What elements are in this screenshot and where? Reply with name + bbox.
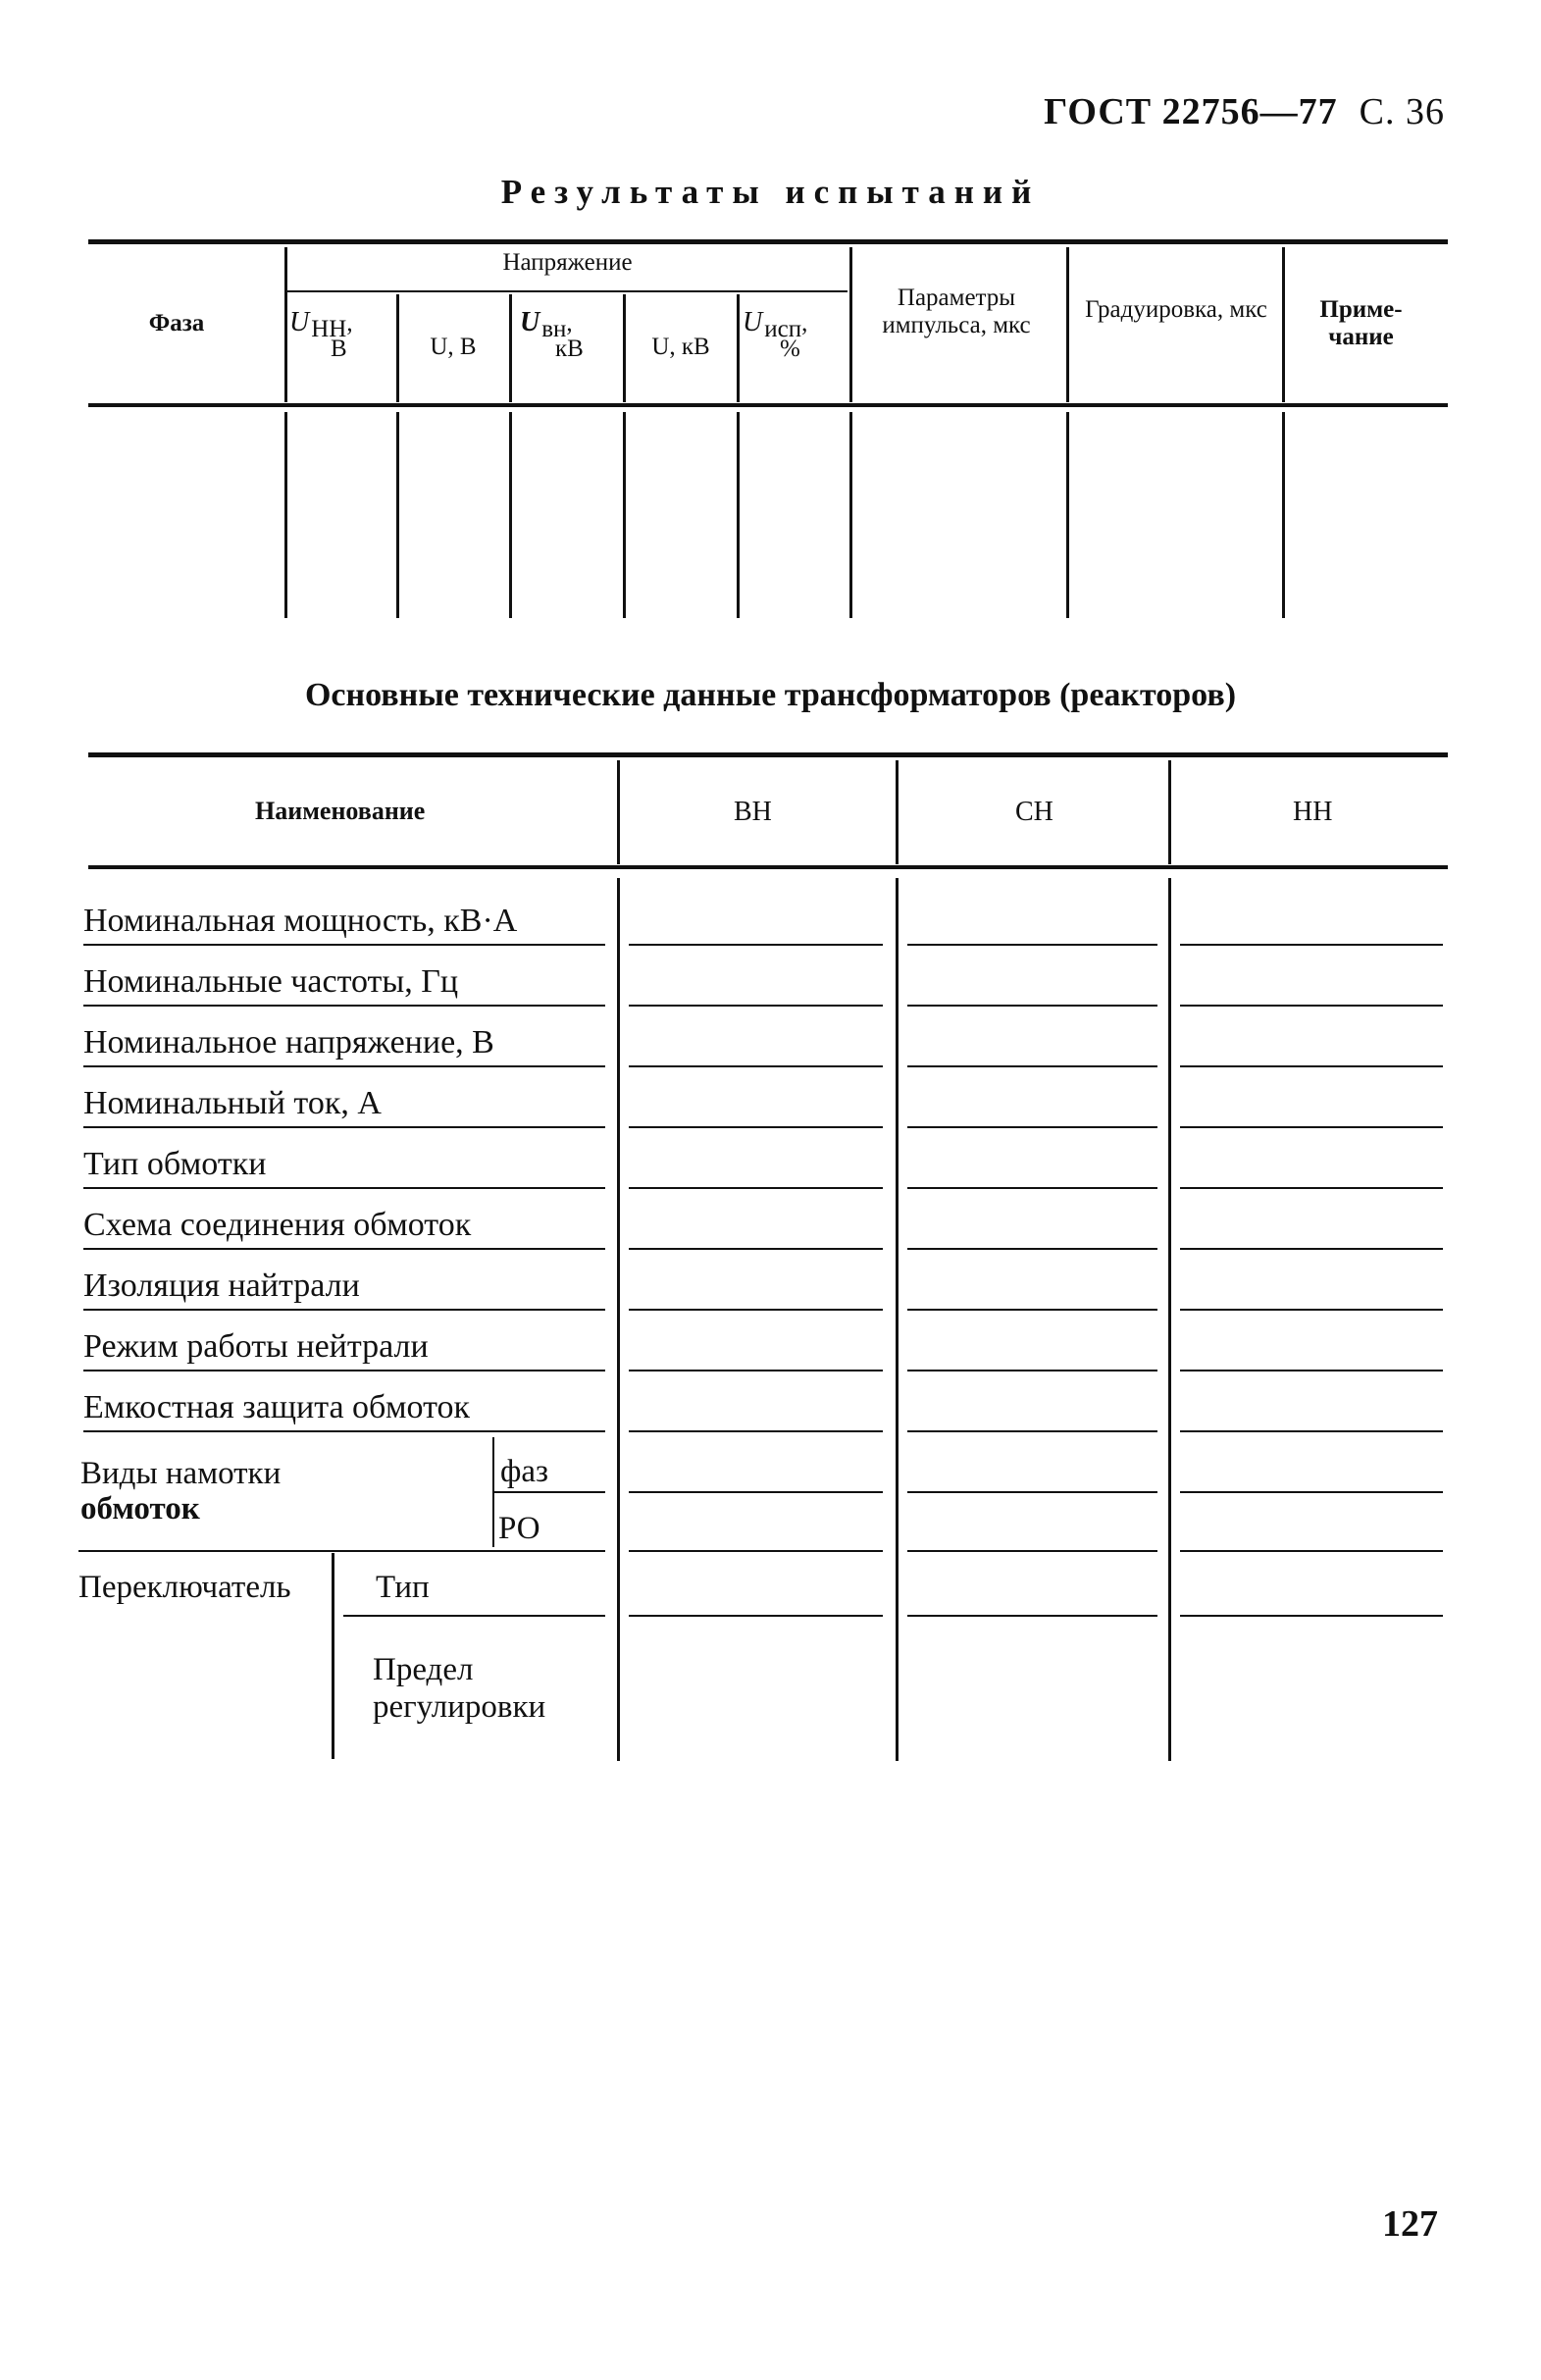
fill-in-line: [907, 1126, 1157, 1128]
row-rule: [83, 1005, 605, 1007]
fill-in-line: [1180, 1491, 1443, 1493]
row-label: Изоляция найтрали: [83, 1268, 360, 1304]
row-label: Тип обмотки: [83, 1146, 267, 1182]
fill-in-line: [1180, 1126, 1443, 1128]
col-name-header: Наименование: [255, 797, 426, 825]
row-rule: [83, 1309, 605, 1311]
switch-sub-type: Тип: [376, 1570, 430, 1605]
fill-in-line: [1180, 1370, 1443, 1371]
page-header: [1044, 90, 1445, 133]
table1-divider: [509, 294, 512, 402]
fill-in-line: [907, 1005, 1157, 1007]
fill-in-line: [1180, 1005, 1443, 1007]
fill-in-line: [629, 1370, 883, 1371]
fill-in-line: [629, 1615, 883, 1617]
switch-sub-limit: Предел: [373, 1652, 474, 1687]
row-rule: [78, 1550, 605, 1552]
row-label: Номинальное напряжение, В: [83, 1024, 494, 1061]
voltage-group-header: Напряжение: [502, 249, 633, 276]
fill-in-line: [907, 1615, 1157, 1617]
fill-in-line: [1180, 1248, 1443, 1250]
fill-in-line: [1180, 1187, 1443, 1189]
col-u-vn-header: Uвн, кВ: [520, 307, 584, 362]
fill-in-line: [1180, 1550, 1443, 1552]
fill-in-line: [907, 1491, 1157, 1493]
fill-in-line: [629, 1491, 883, 1493]
row-label: Режим работы нейтрали: [83, 1328, 429, 1365]
row-rule: [83, 1065, 605, 1067]
fill-in-line: [907, 1187, 1157, 1189]
table2-divider: [1168, 878, 1171, 1761]
fill-in-line: [629, 1065, 883, 1067]
table1-divider: [509, 412, 512, 618]
col-u-v-header: U, В: [430, 334, 477, 360]
winding-types-label: Виды намотки: [80, 1456, 282, 1491]
fill-in-line: [629, 1248, 883, 1250]
table2-divider: [896, 878, 899, 1761]
table1-divider: [623, 412, 626, 618]
col-phase-header: Фаза: [148, 310, 205, 336]
col-u-nn-header: UНН, В: [289, 307, 353, 362]
table2-divider: [617, 878, 620, 1761]
col-u-isp-header: Uисп, %: [743, 307, 808, 362]
table1-top-rule: [88, 239, 1448, 244]
table1-divider: [284, 412, 287, 618]
fill-in-line: [907, 1430, 1157, 1432]
fill-in-line: [907, 1370, 1157, 1371]
col-sn-header: СН: [1015, 797, 1053, 827]
table2-top-rule: [88, 752, 1448, 757]
row-rule: [494, 1491, 605, 1493]
fill-in-line: [629, 1005, 883, 1007]
fill-in-line: [629, 1187, 883, 1189]
col-u-kv-header: U, кВ: [651, 334, 710, 360]
fill-in-line: [1180, 1065, 1443, 1067]
winding-types-label-2: обмоток: [80, 1491, 200, 1526]
table2-divider: [1168, 760, 1171, 864]
standard-number: ГОСТ 22756—77: [1044, 91, 1338, 132]
fill-in-line: [629, 1550, 883, 1552]
winding-sub-ro: РО: [498, 1511, 540, 1546]
table1-divider: [1066, 247, 1069, 402]
col-params-header: Параметры импульса, мкс: [882, 285, 1031, 338]
row-rule: [83, 1430, 605, 1432]
fill-in-line: [629, 1430, 883, 1432]
fill-in-line: [1180, 1309, 1443, 1311]
fill-in-line: [629, 1309, 883, 1311]
row-rule: [83, 1187, 605, 1189]
row-rule: [83, 1370, 605, 1371]
row-rule: [83, 1248, 605, 1250]
table1-divider: [849, 247, 852, 402]
switch-sub-limit-2: регулировки: [373, 1689, 546, 1725]
table1-divider: [1282, 247, 1285, 402]
table1-group-rule: [287, 290, 848, 292]
fill-in-line: [907, 1550, 1157, 1552]
table1-divider: [1282, 412, 1285, 618]
winding-sub-phase: фаз: [500, 1454, 549, 1489]
page-number: 127: [1382, 2203, 1438, 2245]
fill-in-line: [629, 1126, 883, 1128]
col-vn-header: ВН: [734, 797, 772, 827]
col-nn-header: НН: [1293, 797, 1333, 827]
table2-title: Основные технические данные трансформаторов (реакторов): [304, 677, 1237, 713]
table2-divider: [617, 760, 620, 864]
row-label: Номинальная мощность, кВ·А: [83, 903, 518, 939]
switch-label: Переключатель: [78, 1570, 291, 1605]
table1-title: Результаты испытаний: [500, 173, 1041, 211]
col-note-header: Приме-чание: [1319, 296, 1403, 350]
fill-in-line: [907, 1248, 1157, 1250]
col-grad-header: Градуировка, мкс: [1085, 296, 1267, 323]
fill-in-line: [1180, 1430, 1443, 1432]
fill-in-line: [907, 1309, 1157, 1311]
row-rule: [83, 1126, 605, 1128]
fill-in-line: [629, 944, 883, 946]
table1-divider: [737, 294, 740, 402]
table2-header-rule: [88, 865, 1448, 869]
page-reference: С. 36: [1359, 91, 1445, 132]
table1-divider: [396, 412, 399, 618]
row-label: Схема соединения обмоток: [83, 1207, 472, 1243]
row-label: Номинальный ток, А: [83, 1085, 382, 1121]
fill-in-line: [1180, 1615, 1443, 1617]
row-rule: [343, 1615, 605, 1617]
switch-divider: [332, 1553, 334, 1759]
table1-divider: [737, 412, 740, 618]
table1-header-rule: [88, 403, 1448, 407]
row-label: Номинальные частоты, Гц: [83, 963, 459, 1000]
row-label: Емкостная защита обмоток: [83, 1389, 471, 1425]
table1-divider: [1066, 412, 1069, 618]
row-rule: [83, 944, 605, 946]
table1-divider: [849, 412, 852, 618]
fill-in-line: [907, 1065, 1157, 1067]
fill-in-line: [907, 944, 1157, 946]
table2-divider: [896, 760, 899, 864]
fill-in-line: [1180, 944, 1443, 946]
